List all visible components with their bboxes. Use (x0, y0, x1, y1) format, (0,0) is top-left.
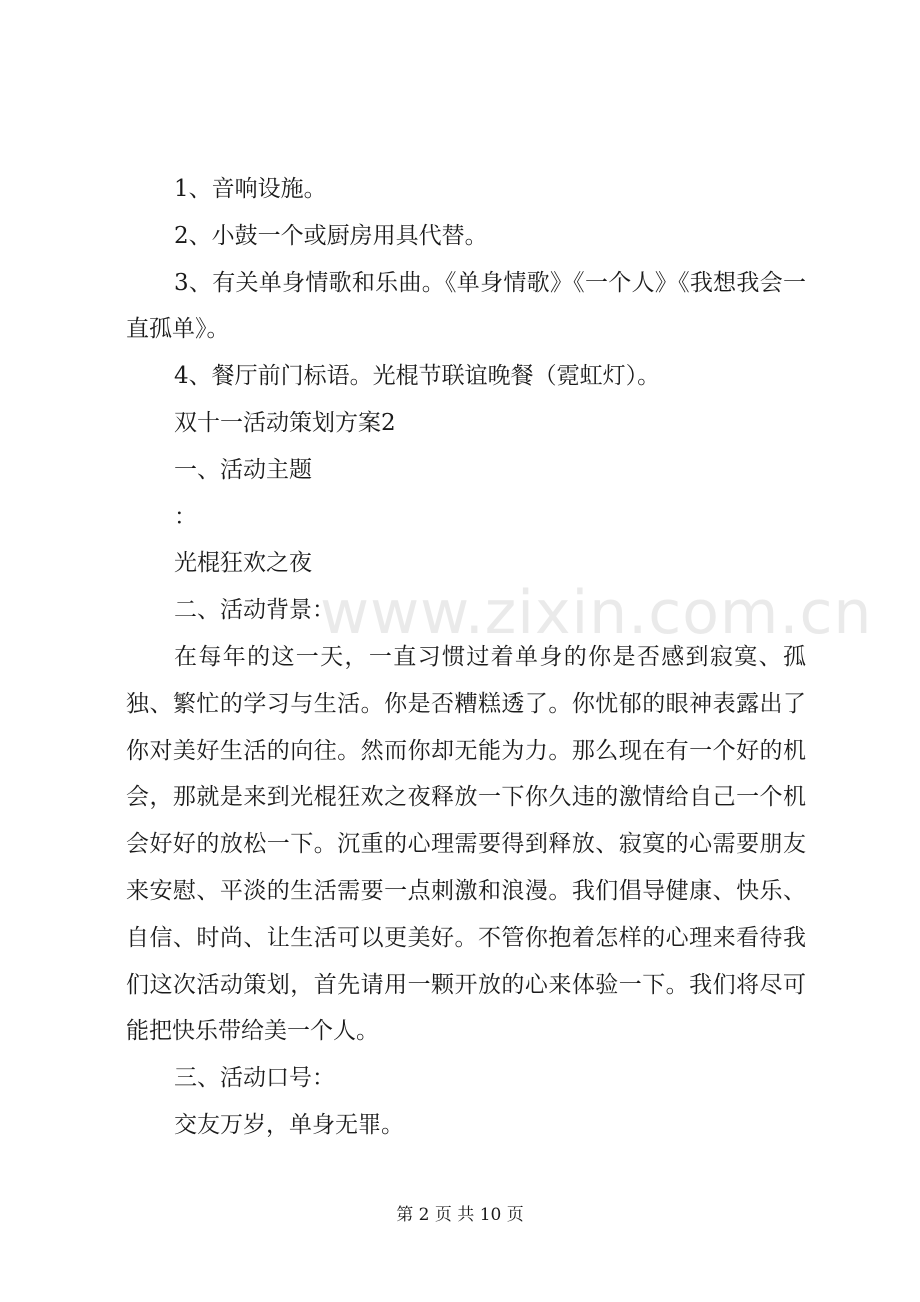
paragraph-item-3: 3、有关单身情歌和乐曲。《单身情歌》《一个人》《我想我会一直孤单》。 (126, 269, 806, 343)
paragraph-item-2: 2、小鼓一个或厨房用具代替。 (174, 222, 488, 249)
paragraph-item-4: 4、餐厅前门标语。光棍节联谊晚餐（霓虹灯）。 (174, 363, 661, 390)
section-title: 双十一活动策划方案2 (174, 409, 396, 436)
document-body (126, 166, 806, 1149)
heading-activity-background: 二、活动背景： (174, 597, 335, 624)
slogan-text: 交友万岁，单身无罪。 (174, 1111, 404, 1138)
heading-activity-slogan: 三、活动口号： (174, 1065, 335, 1092)
paragraph-item-1: 1、音响设施。 (174, 176, 327, 202)
heading-activity-theme: 一、活动主题 (174, 456, 312, 483)
background-paragraph: 在每年的这一天，一直习惯过着单身的你是否感到寂寞、孤独、繁忙的学习与生活。你是否糟糕透了。你忧郁的眼神表露出了你对美好生活的向往。然而你却无能为力。那么现在有一个好的机会，那就是来到光棍狂欢之夜释放一下你久违的激情给自己一个机会好好的放松一下。沉重的心理需要得到释放、寂寞的心需要朋友来安慰、平淡的生活需要一点刺激和浪漫。我们倡导健康、快乐、自信、时尚、让生活可以更美好。不管你抱着怎样的心理来看待我们这次活动策划，首先请用一颗开放的心来体验一下。我们将尽可能把快乐带给美一个人。 (126, 643, 806, 1045)
watermark: www.zixin.com.cn (320, 578, 873, 648)
theme-text: 光棍狂欢之夜 (174, 550, 312, 577)
colon-line: ： (174, 503, 197, 530)
page-footer: 第 2 页 共 10 页 (396, 1205, 524, 1225)
